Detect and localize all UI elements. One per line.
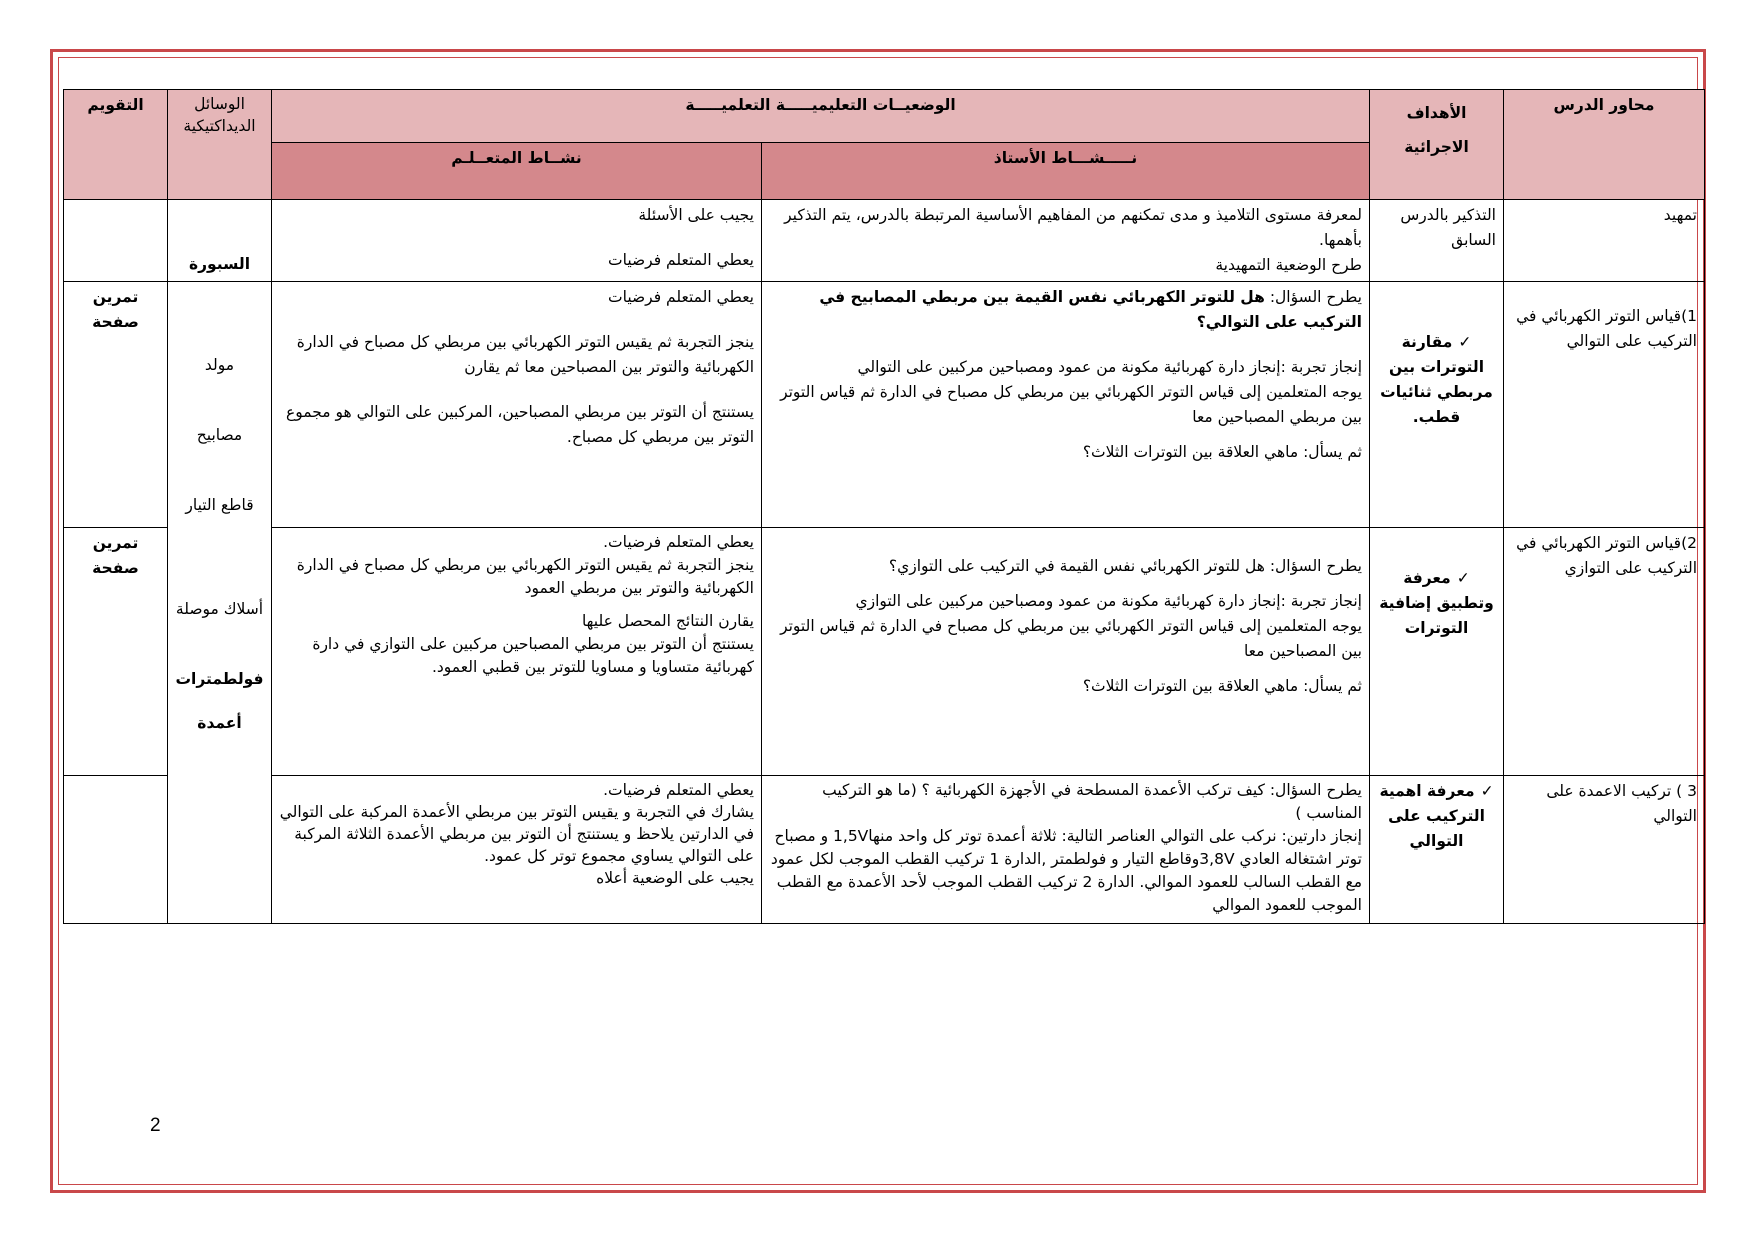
check-icon: ✓	[1456, 569, 1470, 587]
teacher-text: يوجه المتعلمين إلى قياس التوتر الكهربائي بين مربطي كل مصباح في الدارة ثم قياس التوتر بين مربطي المصباحين معا	[780, 383, 1362, 426]
learner-text: يقارن النتائج المحصل عليها	[581, 612, 754, 630]
learner-text: يعطي المتعلم فرضيات.	[603, 533, 754, 551]
axis-cell: تمهيد	[1504, 200, 1705, 282]
objective-cell: ✓معرفة وتطبيق إضافية التوترات	[1370, 528, 1504, 776]
learner-cell	[272, 282, 762, 528]
teacher-question: يطرح السؤال: هل للتوتر الكهربائي نفس القيمة بين مربطي المصابيح في التركيب على التوالي؟	[819, 288, 1362, 331]
tools-cell	[168, 200, 272, 282]
learner-text: ينجز التجربة ثم يقيس التوتر الكهربائي بين مربطي كل مصباح في الدارة الكهربائية والتوتر بين المصباحين معا ثم يقارن	[296, 333, 754, 376]
teacher-cell	[762, 200, 1370, 282]
learner-text: يستنتج أن التوتر بين مربطي المصباحين، المركبين على التوالي هو مجموع التوتر بين مربطي كل مصباح.	[286, 403, 754, 446]
tool-item: قاطع التيار	[185, 496, 254, 514]
learner-text: يعطي المتعلم فرضيات	[608, 288, 754, 306]
teacher-cell	[762, 528, 1370, 776]
header-situations: الوضعيــات التعليميـــــة التعلميـــــة	[272, 90, 1370, 143]
objective-cell: ✓مقارنة التوترات بين مربطي ثنائيات قطب.	[1370, 282, 1504, 528]
eval-cell: تمرين صفحة	[64, 282, 168, 528]
check-icon: ✓	[1480, 782, 1494, 800]
header-axes: محاور الدرس	[1504, 90, 1705, 200]
axis-cell: 1)قياس التوتر الكهربائي في التركيب على التوالي	[1504, 282, 1705, 528]
learner-text: يستنتج أن التوتر بين مربطي المصباحين مركبين على التوازي في دارة كهربائية متساويا و مساويا للتوتر بين قطبي العمود.	[312, 635, 754, 676]
eval-cell: تمرين صفحة	[64, 528, 168, 776]
teacher-text: إنجاز تجربة :إنجاز دارة كهربائية مكونة من عمود ومصباحين مركبين على التوازي	[855, 592, 1362, 610]
learner-cell	[272, 528, 762, 776]
learner-text: يعطي المتعلم فرضيات.	[603, 781, 754, 799]
learner-text: ينجز التجربة ثم يقيس التوتر الكهربائي بين مربطي كل مصباح في الدارة الكهربائية والتوتر بين مربطي العمود	[296, 556, 754, 597]
header-objectives: الأهداف الاجرائية	[1370, 90, 1504, 200]
teacher-cell	[762, 282, 1370, 528]
learner-text: يعطي المتعلم فرضيات	[608, 251, 754, 269]
table-row	[64, 282, 1705, 528]
axis-cell: 3 ) تركيب الاعمدة على التوالي	[1504, 776, 1705, 924]
teacher-text: إنجاز دارتين: نركب على التوالي العناصر التالية: ثلاثة أعمدة توتر كل واحد منها1,5V و مصباح توتر اشتغاله العادي 3,8Vوقاطع التيار و فولطمتر ,الدارة 1 تركيب القطب الموجب لكل عمود مع القطب السالب للعمود الموالي. الدارة 2 تركيب القطب الموجب لأحد الأعمدة مع القطب الموجب للعمود الموالي	[770, 827, 1362, 914]
table-row	[64, 776, 1705, 924]
learner-cell	[272, 776, 762, 924]
teacher-text: لمعرفة مستوى التلاميذ و مدى تمكنهم من المفاهيم الأساسية المرتبطة بالدرس، يتم التذكير بأهمها.	[784, 206, 1362, 249]
tool-item: أسلاك موصلة	[175, 600, 264, 618]
teacher-text: ثم يسأل: ماهي العلاقة بين التوترات الثلاث؟	[1082, 677, 1362, 695]
teacher-text: طرح الوضعية التمهيدية	[1215, 256, 1362, 274]
eval-cell	[64, 776, 168, 924]
header-tools: الوسائل الديداكتيكية	[168, 90, 272, 200]
tool-item: فولطمترات	[175, 670, 264, 688]
header-eval: التقويم	[64, 90, 168, 200]
check-icon: ✓	[1458, 333, 1472, 351]
header-teacher: نـــــشـــاط الأستاذ	[762, 143, 1370, 200]
teacher-text: ثم يسأل: ماهي العلاقة بين التوترات الثلاث؟	[1082, 443, 1362, 461]
lesson-plan-table	[63, 89, 1705, 924]
learner-cell	[272, 200, 762, 282]
learner-text: يشارك في التجربة و يقيس التوتر بين مربطي الأعمدة المركبة على التوالي في الدارتين يلاحظ و يستنتج أن التوتر بين مربطي الأعمدة الثلاثة المركبة على التوالي يساوي مجموع توتر كل عمود.	[279, 803, 754, 865]
teacher-text: يطرح السؤال: كيف تركب الأعمدة المسطحة في الأجهزة الكهربائية ؟ (ما هو التركيب المناسب )	[822, 781, 1362, 822]
learner-text: يجيب على الوضعية أعلاه	[596, 869, 754, 887]
teacher-cell	[762, 776, 1370, 924]
tool-item: أعمدة	[197, 714, 242, 732]
tools-cell	[168, 282, 272, 924]
tool-item: السبورة	[188, 255, 251, 273]
teacher-text: إنجاز تجربة :إنجاز دارة كهربائية مكونة من عمود ومصباحين مركبين على التوالي	[857, 358, 1362, 376]
table-row	[64, 200, 1705, 282]
header-learner: نشــاط المتعــلـم	[272, 143, 762, 200]
objective-cell: ✓معرفة اهمية التركيب على التوالي	[1370, 776, 1504, 924]
eval-cell	[64, 200, 168, 282]
tool-item: مولد	[204, 356, 235, 374]
axis-cell: 2)قياس التوتر الكهربائي في التركيب على التوازي	[1504, 528, 1705, 776]
teacher-text: يوجه المتعلمين إلى قياس التوتر الكهربائي بين مربطي كل مصباح في الدارة ثم قياس التوتر بين المصباحين معا	[780, 617, 1362, 660]
table-row	[64, 528, 1705, 776]
learner-text: يجيب على الأسئلة	[638, 206, 754, 224]
page-number: 2	[150, 1115, 161, 1136]
tool-item: مصابيح	[196, 426, 243, 444]
objective-cell: التذكير بالدرس السابق	[1370, 200, 1504, 282]
header-row	[64, 90, 1705, 143]
teacher-text: يطرح السؤال: هل للتوتر الكهربائي نفس القيمة في التركيب على التوازي؟	[888, 557, 1362, 575]
